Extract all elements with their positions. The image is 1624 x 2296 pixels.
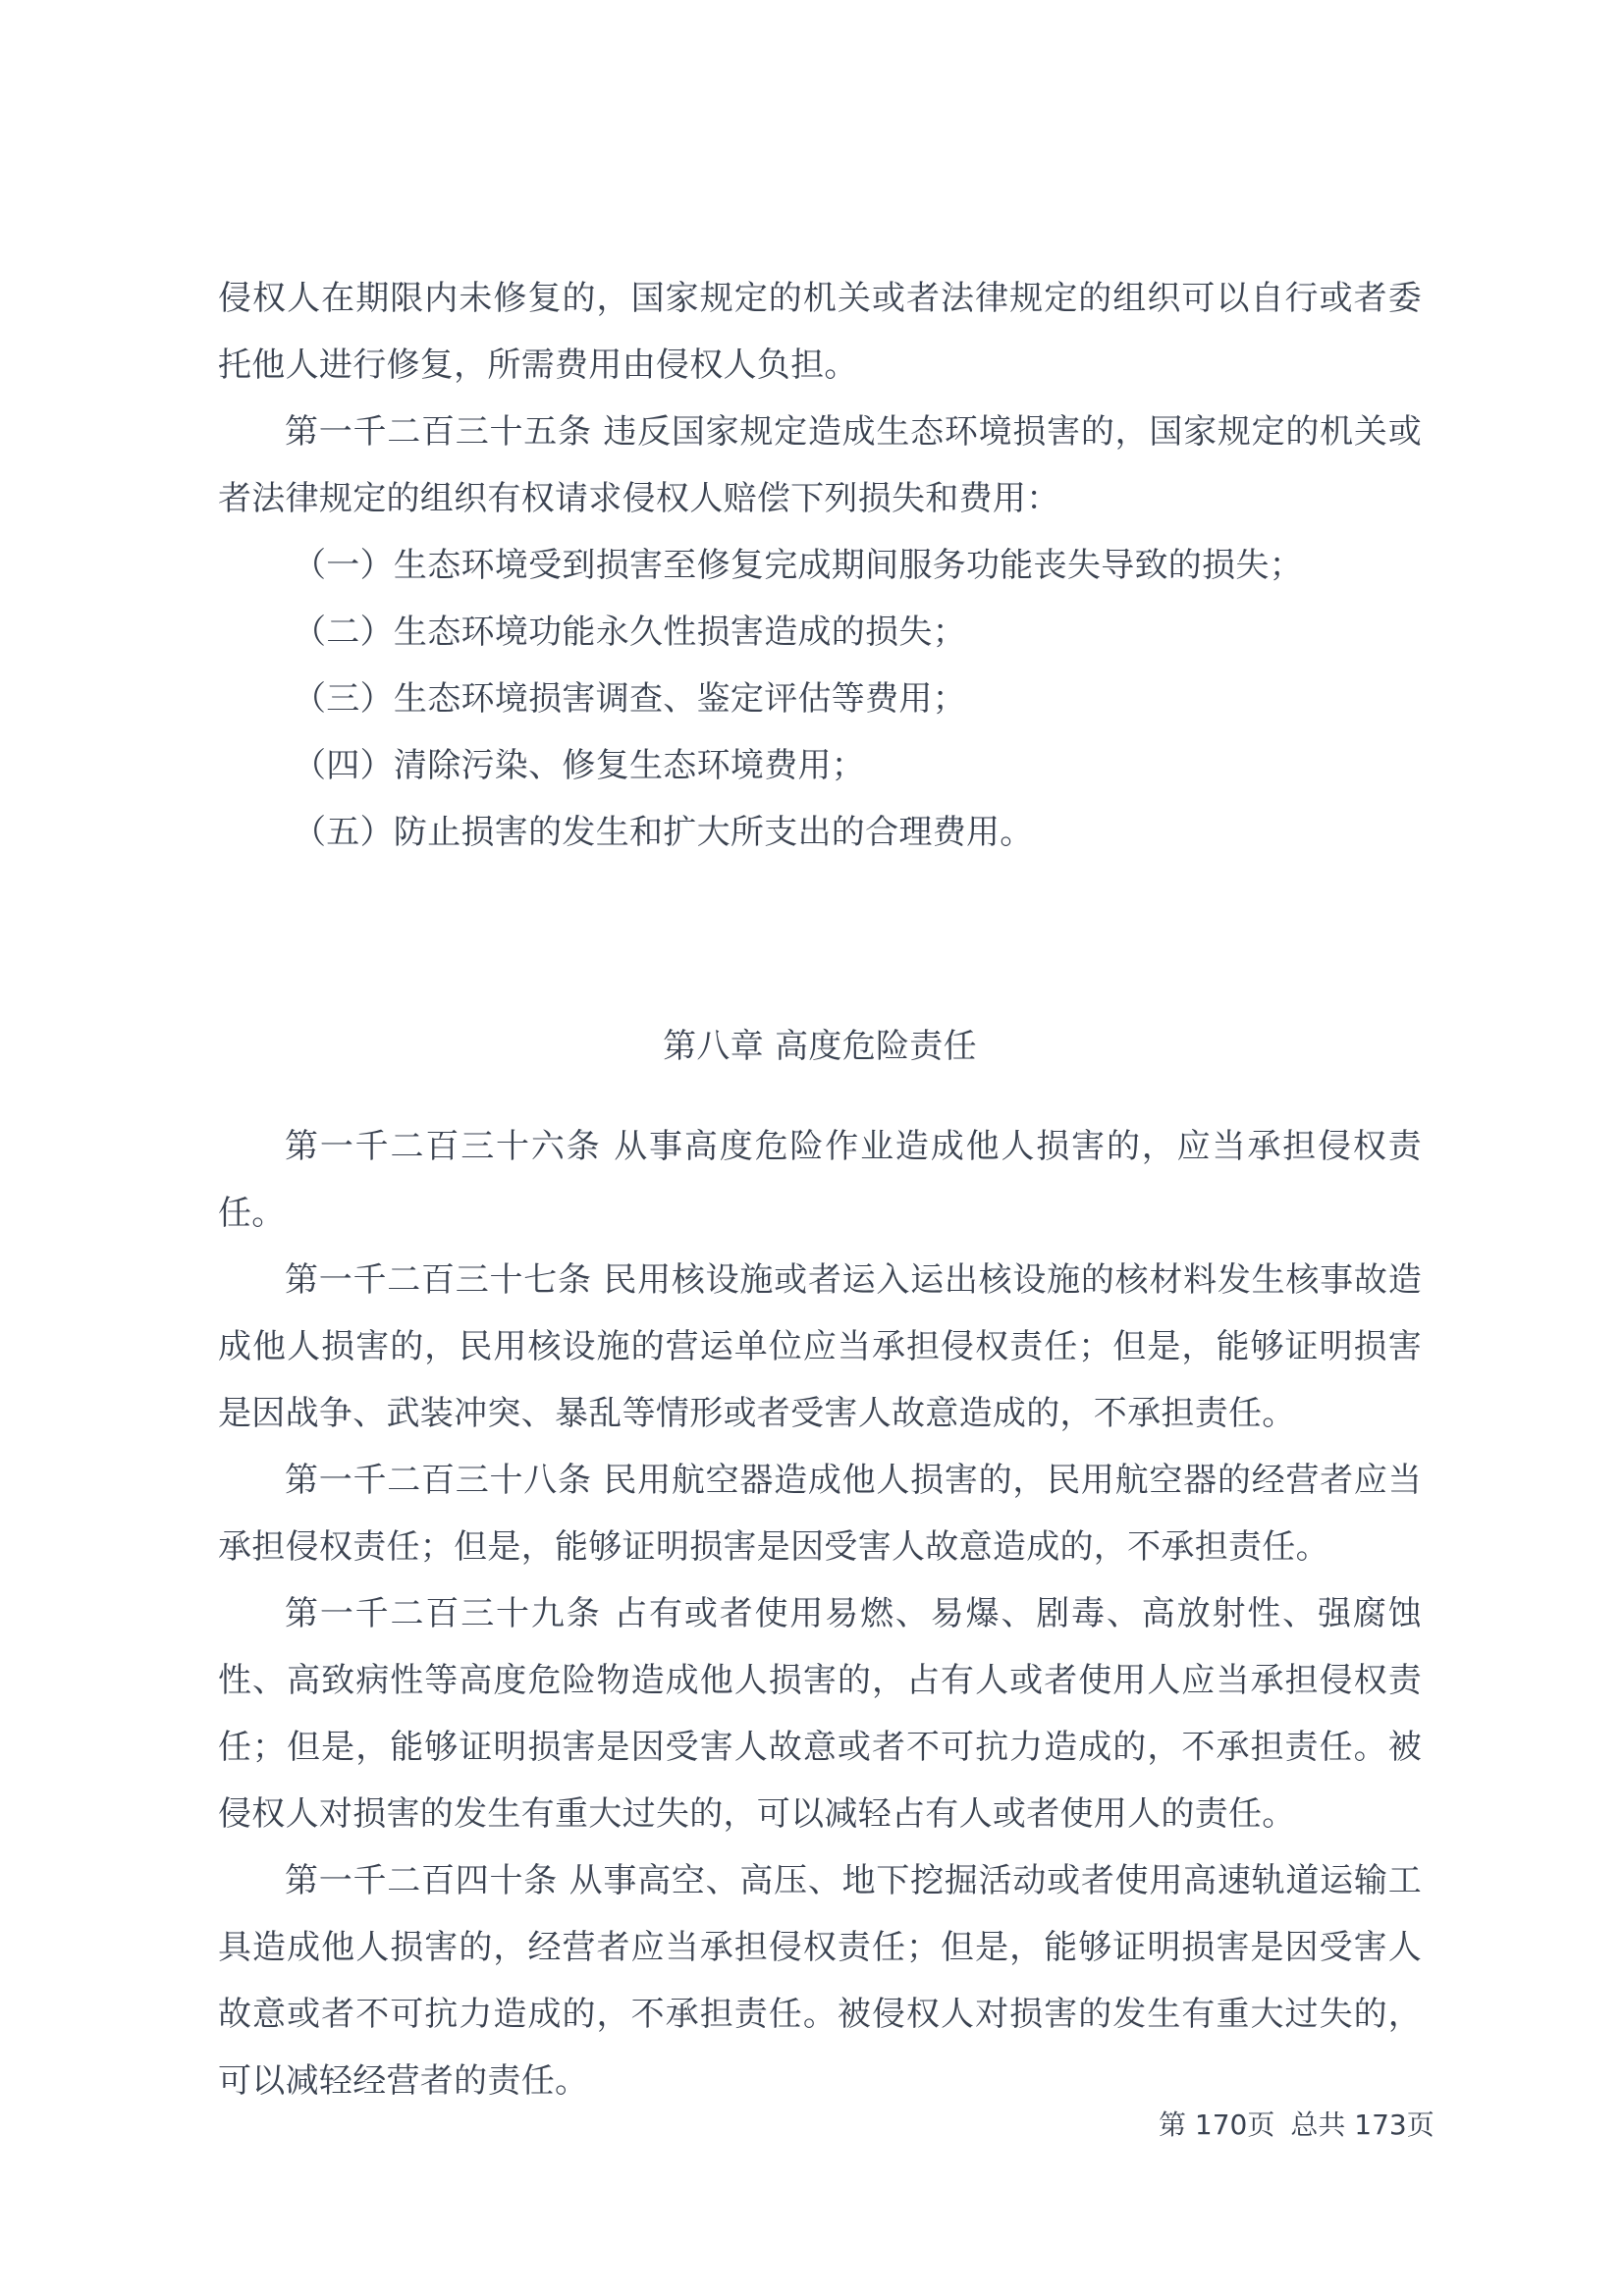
list-item: （五）防止损害的发生和扩大所支出的合理费用。 — [293, 813, 1034, 852]
page-total: 总共 173页 — [1290, 2109, 1435, 2141]
list-item: （四）清除污染、修复生态环境费用； — [293, 746, 866, 785]
article-1239: 第一千二百三十九条 占有或者使用易燃、易爆、剧毒、高放射性、强腐蚀性、高致病性等高度危险物造成他人损害的，占有人或者使用人应当承担侵权责任；但是，能够证明损害是因受害人故意或者不可抗力造成的，不承担责任。被侵权人对损害的发生有重大过失的，可以减轻占有人或者使用人的责任。 — [218, 1594, 1422, 1834]
page-footer — [1159, 2108, 1453, 2143]
list-item: （三）生态环境损害调查、鉴定评估等费用； — [293, 679, 966, 719]
page-number: 第 170页 — [1159, 2109, 1275, 2141]
article-1238: 第一千二百三十八条 民用航空器造成他人损害的，民用航空器的经营者应当承担侵权责任；但是，能够证明损害是因受害人故意造成的，不承担责任。 — [218, 1461, 1422, 1567]
article-1236: 第一千二百三十六条 从事高度危险作业造成他人损害的，应当承担侵权责任。 — [218, 1127, 1422, 1233]
article-1235: 第一千二百三十五条 违反国家规定造成生态环境损害的，国家规定的机关或者法律规定的组织有权请求侵权人赔偿下列损失和费用： — [218, 412, 1422, 518]
list-item: （二）生态环境功能永久性损害造成的损失； — [293, 613, 966, 652]
article-1240: 第一千二百四十条 从事高空、高压、地下挖掘活动或者使用高速轨道运输工具造成他人损害的，经营者应当承担侵权责任；但是，能够证明损害是因受害人故意或者不可抗力造成的，不承担责任。被侵权人对损害的发生有重大过失的，可以减轻经营者的责任。 — [218, 1861, 1422, 2101]
article-1237: 第一千二百三十七条 民用核设施或者运入运出核设施的核材料发生核事故造成他人损害的，民用核设施的营运单位应当承担侵权责任；但是，能够证明损害是因战争、武装冲突、暴乱等情形或者受害人故意造成的，不承担责任。 — [218, 1260, 1422, 1433]
section-gap — [218, 866, 1422, 1013]
paragraph-continued: 侵权人在期限内未修复的，国家规定的机关或者法律规定的组织可以自行或者委托他人进行修复，所需费用由侵权人负担。 — [218, 279, 1422, 385]
section-gap — [218, 1080, 1422, 1113]
list-item: （一）生态环境受到损害至修复完成期间服务功能丧失导致的损失； — [293, 546, 1303, 585]
chapter-title: 第八章 高度危险责任 — [663, 1027, 977, 1066]
body-text — [218, 265, 1422, 2114]
